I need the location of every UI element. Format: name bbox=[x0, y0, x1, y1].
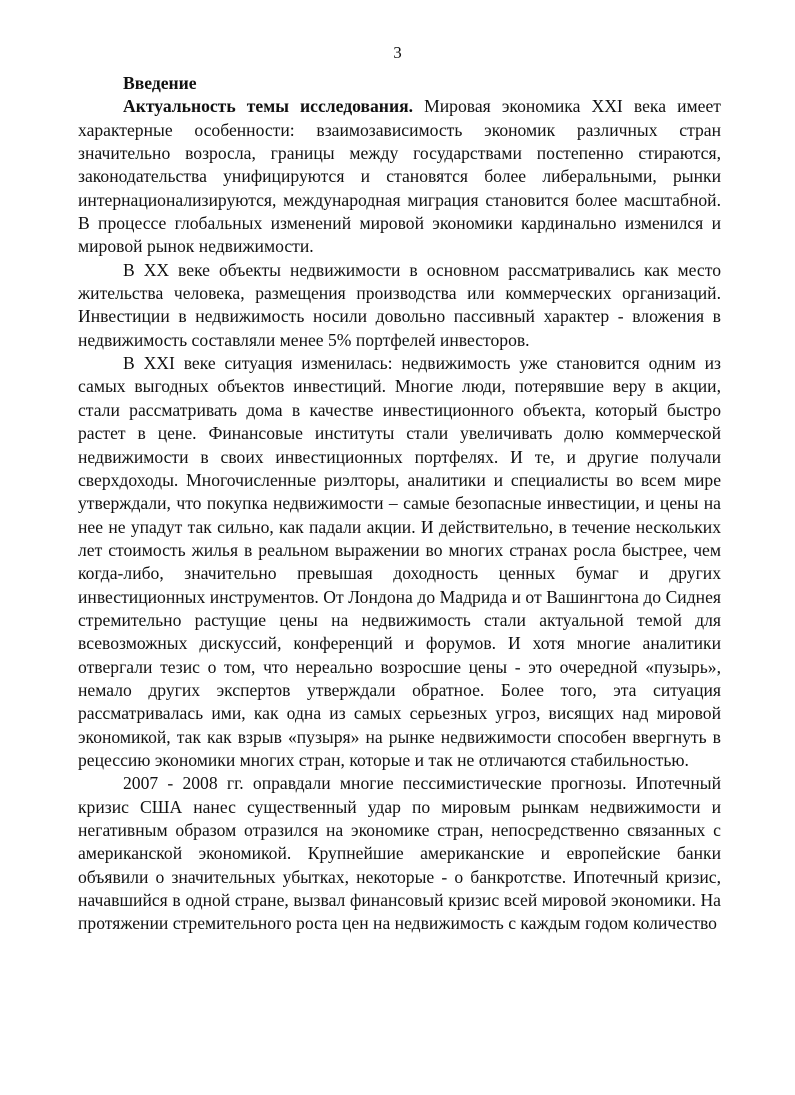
paragraph-text: Мировая экономика XXI века имеет характерные особенности: взаимозависимость экономик различных стран значительно возросла, границы между государствами постепенно стираются, законодательства унифицируются и становятся более либеральными, рынки интернационализируются, международная миграция становится более масштабной. В процессе глобальных изменений мировой экономики кардинально изменился и мировой рынок недвижимости. bbox=[78, 96, 721, 257]
paragraph-text: 2007 - 2008 гг. оправдали многие пессимистические прогнозы. Ипотечный кризис США нанес существенный удар по мировым рынкам недвижимости и негативным образом отразился на экономике стран, непосредственно связанных с американской экономикой. Крупнейшие американские и европейские банки объявили о значительных убытках, некоторые - о банкротстве. Ипотечный кризис, начавшийся в одной стране, вызвал финансовый кризис всей мировой экономики. На протяжении стремительного роста цен на недвижимость с каждым годом количество bbox=[78, 773, 721, 934]
paragraph-xxi-century bbox=[78, 352, 721, 772]
paragraph-text: В XXI веке ситуация изменилась: недвижимость уже становится одним из самых выгодных объектов инвестиций. Многие люди, потерявшие веру в акции, стали рассматривать дома в качестве инвестиционного объекта, который быстро растет в цене. Финансовые институты стали увеличивать долю коммерческой недвижимости в своих инвестиционных портфелях. И те, и другие получали сверхдоходы. Многочисленные риэлторы, аналитики и специалисты во всем мире утверждали, что покупка недвижимости – самые безопасные инвестиции, и цены на нее не упадут так сильно, как падали акции. И действительно, в течение нескольких лет стоимость жилья в реальном выражении во многих странах росла быстрее, чем когда-либо, значительно превышая доходность ценных бумаг и других инвестиционных инструментов. От Лондона до Мадрида и от Вашингтона до Сиднея стремительно растущие цены на недвижимость стали актуальной темой для всевозможных дискуссий, конференций и форумов. И хотя многие аналитики отвергали тезис о том, что нереально возросшие цены - это очередной «пузырь», немало других экспертов утверждали обратное. Более того, эта ситуация рассматривалась ими, как одна из самых серьезных угроз, висящих над мировой экономикой, так как взрыв «пузыря» на рынке недвижимости способен ввергнуть в рецессию экономики многих стран, которые и так не отличаются стабильностью. bbox=[78, 353, 721, 770]
paragraph-crisis bbox=[78, 772, 721, 935]
paragraph-text: В XX веке объекты недвижимости в основном рассматривались как место жительства человека, размещения производства или коммерческих организаций. Инвестиции в недвижимость носили довольно пассивный характер - вложения в недвижимость составляли менее 5% портфелей инвесторов. bbox=[78, 259, 721, 350]
paragraph-xx-century bbox=[78, 259, 721, 352]
section-heading: Введение bbox=[123, 73, 197, 93]
paragraph-lead-bold: Актуальность темы исследования. bbox=[123, 96, 413, 117]
document-body bbox=[78, 72, 721, 936]
page-number: 3 bbox=[393, 43, 402, 62]
paragraph-relevance bbox=[78, 95, 721, 258]
